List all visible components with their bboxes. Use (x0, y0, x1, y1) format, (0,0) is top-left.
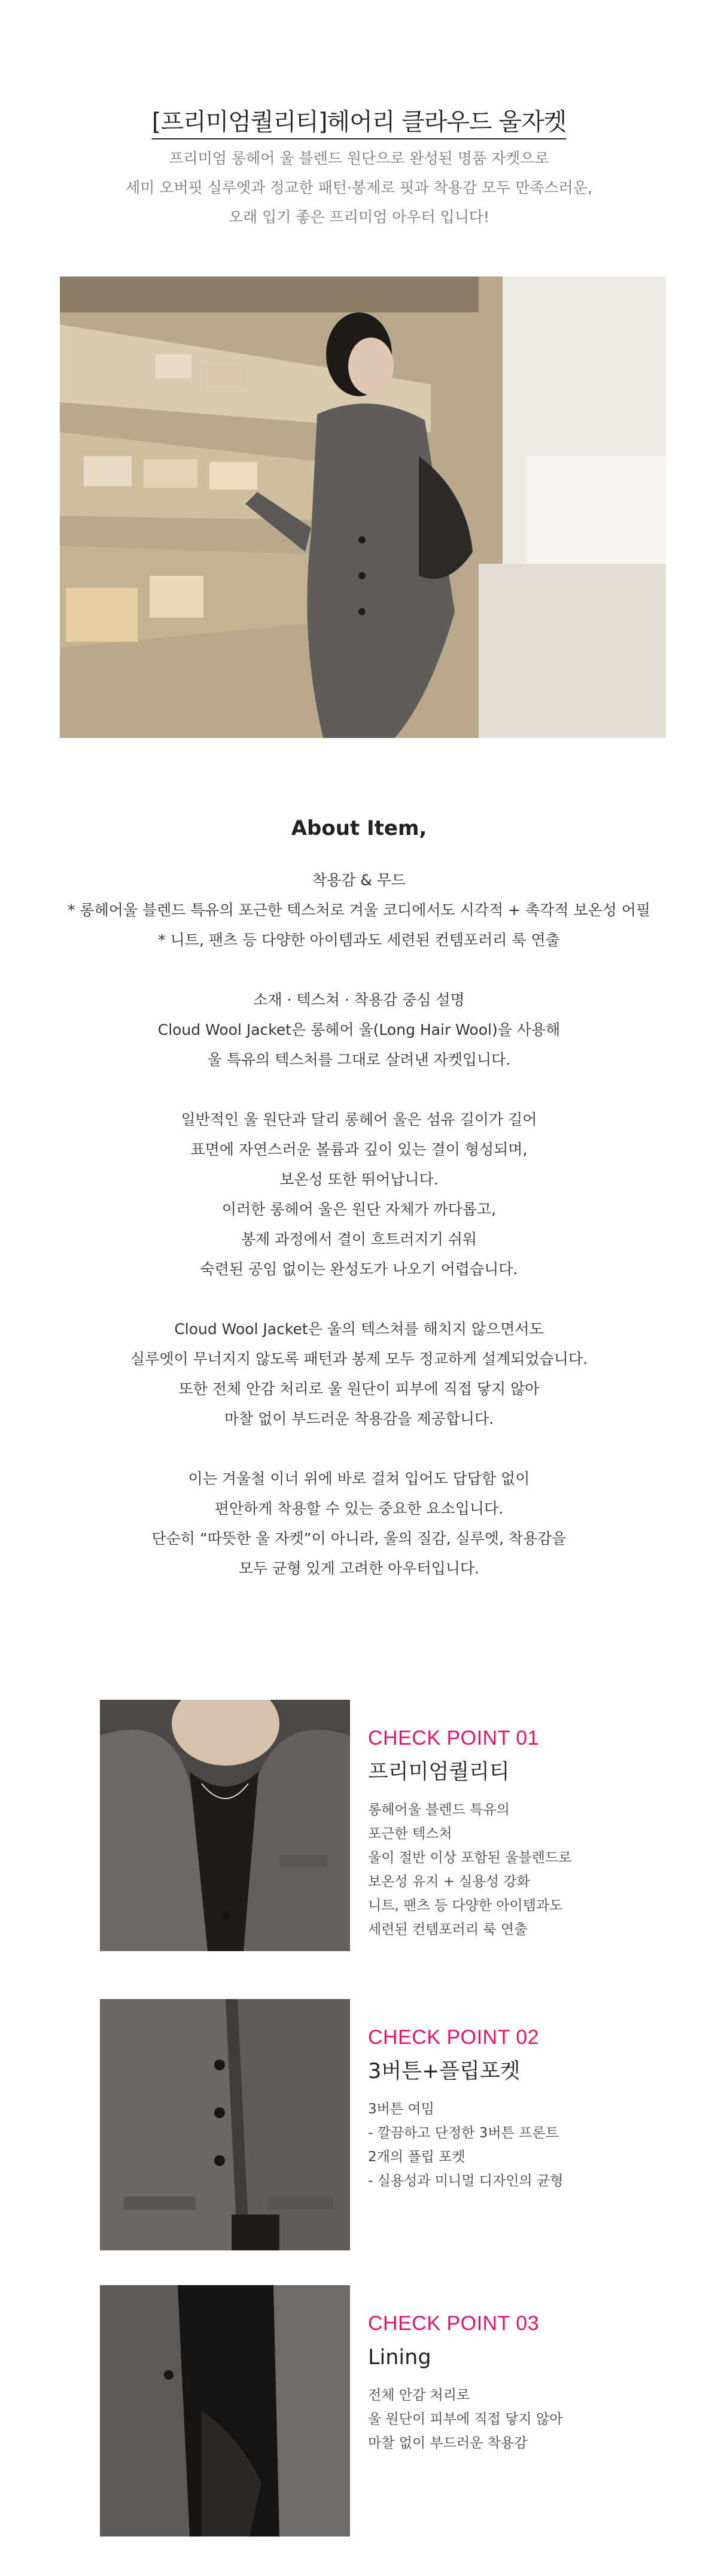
product-title: [프리미엄퀄리티]헤어리 클라우드 울자켓 (0, 103, 718, 137)
about-text-line: * 롱헤어울 블렌드 특유의 포근한 텍스처로 겨울 코디에서도 시각적 + 촉각적 보온성 어필 (67, 901, 651, 919)
check-point-description (368, 2383, 661, 2455)
check-point-label: CHECK POINT 01 (368, 1727, 540, 1749)
about-text-line: Cloud Wool Jacket은 울의 텍스쳐를 해치지 않으면서도 (174, 1320, 544, 1338)
check-point-01-photo (100, 1700, 350, 1951)
product-description (0, 144, 718, 232)
check-point-description (368, 2097, 661, 2193)
about-text-line: 울 특유의 텍스처를 그대로 살려낸 자켓입니다. (207, 1051, 511, 1068)
about-text-line: 착용감 & 무드 (312, 871, 406, 889)
check-point-line: 전체 안감 처리로 (368, 2387, 470, 2403)
check-point-line: 3버튼 여밈 (368, 2101, 434, 2117)
about-text-line: 또한 전체 안감 처리로 울 원단이 피부에 직접 닿지 않아 (178, 1380, 540, 1398)
description-line: 오래 입기 좋은 프리미엄 아우터 입니다! (228, 208, 490, 226)
about-text-line: 표면에 자연스러운 볼륨과 깊이 있는 결이 형성되며, (190, 1141, 528, 1158)
about-text-line: Cloud Wool Jacket은 롱헤어 울(Long Hair Wool)을 사용해 (157, 1021, 561, 1038)
check-point-title: Lining (368, 2346, 431, 2370)
check-point-title: 3버튼+플립포켓 (368, 2059, 521, 2083)
check-point-line: 마찰 없이 부드러운 착용감 (368, 2435, 528, 2451)
check-point-description (368, 1798, 661, 1942)
about-text-line: 일반적인 울 원단과 달리 롱헤어 울은 섬유 길이가 길어 (181, 1111, 537, 1128)
about-text-line: 봉제 과정에서 결이 흐트러지기 쉬워 (241, 1231, 477, 1248)
about-item-title: About Item, (291, 816, 427, 840)
check-point-line: 2개의 플립 포켓 (368, 2149, 466, 2165)
about-text-line: 마찰 없이 부드러운 착용감을 제공합니다. (224, 1410, 494, 1427)
about-text-line: 모두 균형 있게 고려한 아우터입니다. (239, 1560, 479, 1577)
check-point-label: CHECK POINT 03 (368, 2312, 540, 2335)
check-point-line: 울 원단이 피부에 직접 닿지 않아 (368, 2411, 563, 2427)
about-text-line: 숙련된 공임 없이는 완성도가 나오기 어렵습니다. (200, 1260, 518, 1278)
check-point-01-text (368, 1725, 661, 1942)
check-point-title: 프리미엄퀄리티 (368, 1760, 510, 1784)
check-point-line: 보온성 유지 + 실용성 강화 (368, 1874, 530, 1890)
check-point-line: - 실용성과 미니멀 디자인의 균형 (368, 2173, 564, 2189)
about-text-line: 실루엣이 무너지지 않도록 패턴과 봉제 모두 정교하게 설계되었습니다. (130, 1350, 588, 1368)
check-point-line: 롱헤어울 블렌드 특유의 (368, 1802, 510, 1818)
description-line: 세미 오버핏 실루엣과 정교한 패턴·봉제로 핏과 착용감 모두 만족스러운, (126, 179, 592, 196)
about-text-line: 보온성 또한 뛰어납니다. (279, 1171, 439, 1188)
check-point-label: CHECK POINT 02 (368, 2026, 540, 2049)
check-point-line: 니트, 팬츠 등 다양한 아이템과도 (368, 1898, 563, 1913)
check-point-03-text (368, 2310, 661, 2455)
about-text-line: 이는 겨울철 이너 위에 바로 걸쳐 입어도 답답함 없이 (188, 1470, 530, 1487)
hero-model-photo (60, 277, 666, 738)
check-point-line: 포근한 텍스처 (368, 1826, 452, 1842)
hero-photo-illustration (60, 277, 666, 738)
about-text-line: 이러한 롱헤어 울은 원단 자체가 까다롭고, (221, 1201, 497, 1218)
about-text-line: * 니트, 팬츠 등 다양한 아이템과도 세련된 컨템포러리 룩 연출 (158, 931, 560, 949)
about-item-body (0, 865, 718, 1584)
check-point-02-text (368, 2024, 661, 2193)
check-point-line: 세련된 컨템포러리 룩 연출 (368, 1922, 528, 1937)
description-line: 프리미엄 롱헤어 울 블렌드 원단으로 완성된 명품 자켓으로 (169, 150, 549, 167)
about-text-line: 소재 · 텍스쳐 · 착용감 중심 설명 (253, 991, 465, 1008)
about-text-line: 단순히 “따뜻한 울 자켓”이 아니라, 울의 질감, 실루엣, 착용감을 (151, 1530, 567, 1547)
check-point-line: - 깔끔하고 단정한 3버튼 프론트 (368, 2125, 559, 2141)
check-point-line: 울이 절반 이상 포함된 울블렌드로 (368, 1850, 572, 1866)
check-point-02-photo (100, 1999, 350, 2250)
check-point-03-photo (100, 2285, 350, 2536)
about-text-line: 편안하게 착용할 수 있는 중요한 요소입니다. (214, 1500, 504, 1517)
